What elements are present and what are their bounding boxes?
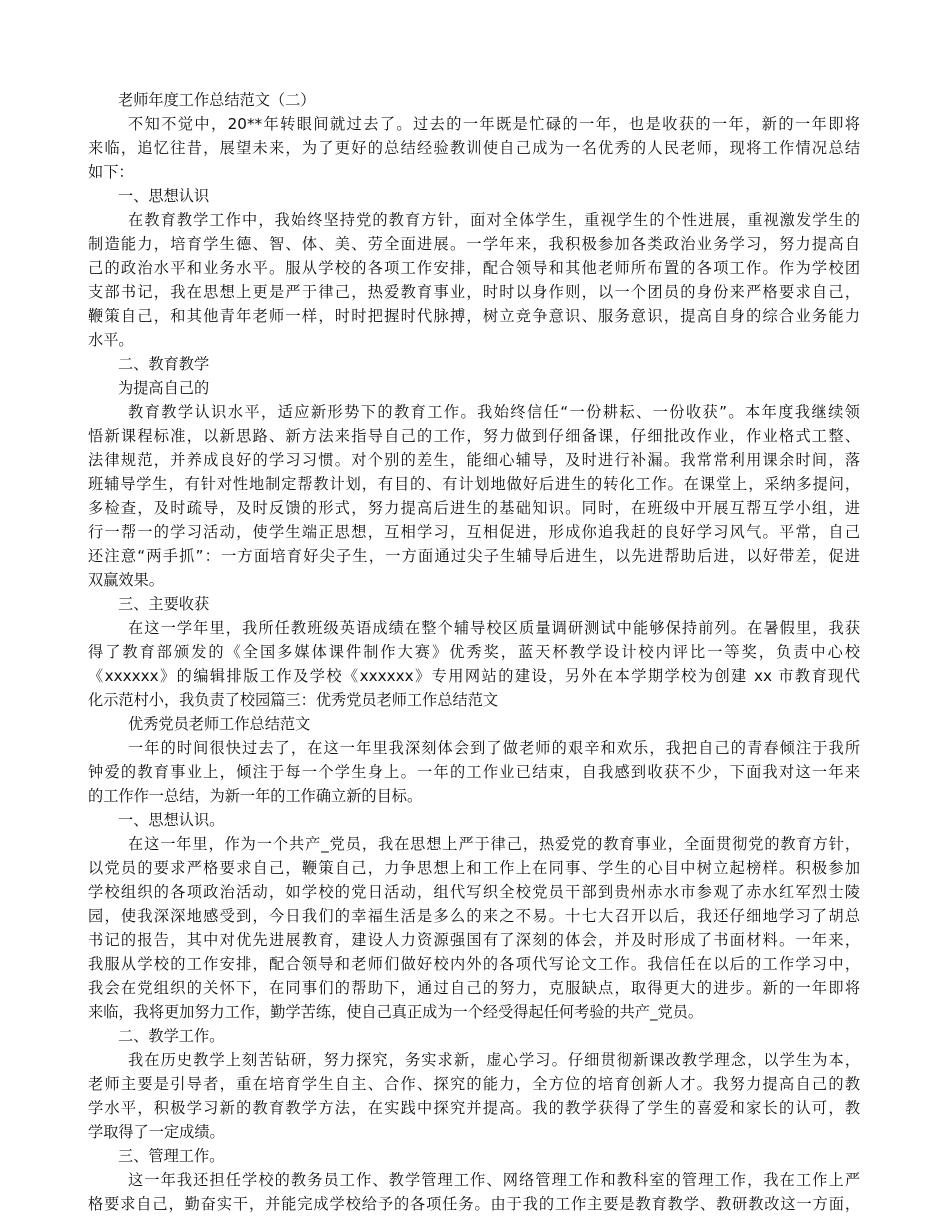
text-line: 不知不觉中，20**年转眼间就过去了。过去的一年既是忙碌的一年，也是收获的一年，新的一年即将 xyxy=(128,115,860,133)
text-line: 这一年我还担任学校的教务员工作、教学管理工作、网络管理工作和教科室的管理工作，我在工作上严 xyxy=(128,1171,860,1189)
text-line: 的工作作一总结，为新一年的工作确立新的目标。 xyxy=(88,787,423,805)
text-line: 学水平，积极学习新的教育教学方法，在实践中探究并提高。我的教学获得了学生的喜爱和家长的认可，教 xyxy=(88,1099,860,1117)
text-line: 老师主要是引导者，重在培育学生自主、合作、探究的能力，全方位的培育创新人才。我努力提高自己的教 xyxy=(88,1075,860,1093)
text-line: 我服从学校的工作安排，配合领导和老师们做好校内外的各项代写论文工作。我信任在以后的工作学习中， xyxy=(88,955,860,973)
text-line: 格要求自己，勤奋实干，并能完成学校给予的各项任务。由于我的工作主要是教育教学、教研教改这一方面， xyxy=(88,1195,860,1213)
text-line: 来临，我将更加努力工作，勤学苦练，使自己真正成为一个经受得起任何考验的共产_党员。 xyxy=(88,1003,704,1021)
text-line: 以党员的要求严格要求自己，鞭策自己，力争思想上和工作上在同事、学生的心目中树立起榜样。积极参加 xyxy=(88,859,860,877)
text-line: 班辅导学生，有针对性地制定帮教计划，有目的、有计划地做好后进生的转化工作。在课堂上，采纳多提问， xyxy=(88,475,860,493)
text-line: 三、主要收获 xyxy=(118,595,210,613)
text-line: 在这一年里，作为一个共产_党员，我在思想上严于律己，热爱党的教育事业，全面贯彻党的教育方针， xyxy=(128,835,860,853)
text-line: 法律规范，并养成良好的学习习惯。对个别的差生，能细心辅导，及时进行补漏。我常常利用课余时间，落 xyxy=(88,451,860,469)
text-line: 行一帮一的学习活动，使学生端正思想，互相学习，互相促进，形成你追我赶的良好学习风气。平常，自己 xyxy=(88,523,860,541)
text-line: 双赢效果。 xyxy=(88,571,164,589)
text-line: 为提高自己的 xyxy=(118,379,210,397)
text-line: 学校组织的各项政治活动，如学校的党日活动，组代写织全校党员干部到贵州赤水市参观了赤水红军烈士陵 xyxy=(88,883,860,901)
text-line: 如下： xyxy=(88,163,134,181)
text-line: 在这一学年里，我所任教班级英语成绩在整个辅导校区质量调研测试中能够保持前列。在暑假里，我获 xyxy=(128,619,860,637)
text-line: 园，使我深深地感受到，今日我们的幸福生活是多么的来之不易。十七大召开以后，我还仔细地学习了胡总 xyxy=(88,907,860,925)
text-line: 优秀党员老师工作总结范文 xyxy=(128,715,311,733)
document-body xyxy=(88,88,860,1216)
text-line: 悟新课程标准，以新思路、新方法来指导自己的工作，努力做到仔细备课，仔细批改作业，作业格式工整、 xyxy=(88,427,860,445)
text-line: 己的政治水平和业务水平。服从学校的各项工作安排，配合领导和其他老师所布置的各项工作。作为学校团 xyxy=(88,259,860,277)
text-line: 来临，追忆往昔，展望未来，为了更好的总结经验教训使自己成为一名优秀的人民老师，现将工作情况总结 xyxy=(88,139,860,157)
text-line: 化示范村小，我负责了校园篇三：优秀党员老师工作总结范文 xyxy=(88,691,499,709)
text-line: 钟爱的教育事业上，倾注于每一个学生身上。一年的工作业已结束，自我感到收获不少，下面我对这一年来 xyxy=(88,763,860,781)
text-line: 学取得了一定成绩。 xyxy=(88,1123,225,1141)
text-line: 还注意“两手抓”：一方面培育好尖子生，一方面通过尖子生辅导后进生，以先进帮助后进，以好带差，促进 xyxy=(88,547,860,565)
text-line: 水平。 xyxy=(88,331,134,349)
text-line: 二、教育教学 xyxy=(118,355,210,373)
text-line: 《xxxxxx》的编辑排版工作及学校《xxxxxx》专用网站的建设，另外在本学期学校为创建 xx 市教育现代 xyxy=(88,667,860,685)
text-line: 我在历史教学上刻苦钻研，努力探究，务实求新，虚心学习。仔细贯彻新课改教学理念，以学生为本， xyxy=(128,1051,860,1069)
text-line: 三、管理工作。 xyxy=(118,1147,225,1165)
text-line: 在教育教学工作中，我始终坚持党的教育方针，面对全体学生，重视学生的个性进展，重视激发学生的 xyxy=(128,211,860,229)
text-line: 一、思想认识 xyxy=(118,187,210,205)
text-line: 我会在党组织的关怀下，在同事们的帮助下，通过自己的努力，克服缺点，取得更大的进步。新的一年即将 xyxy=(88,979,860,997)
text-line: 制造能力，培育学生德、智、体、美、劳全面进展。一学年来，我积极参加各类政治业务学习，努力提高自 xyxy=(88,235,860,253)
text-line: 二、教学工作。 xyxy=(118,1027,225,1045)
text-line: 得了教育部颁发的《全国多媒体课件制作大赛》优秀奖，蓝天杯教学设计校内评比一等奖，负责中心校 xyxy=(88,643,860,661)
text-line: 教育教学认识水平，适应新形势下的教育工作。我始终信任“一份耕耘、一份收获”。本年度我继续领 xyxy=(128,403,860,421)
text-line: 鞭策自己，和其他青年老师一样，时时把握时代脉搏，树立竞争意识、服务意识，提高自身的综合业务能力 xyxy=(88,307,860,325)
text-line: 支部书记，我在思想上更是严于律己，热爱教育事业，时时以身作则，以一个团员的身份来严格要求自己， xyxy=(88,283,860,301)
text-line: 多检查，及时疏导，及时反馈的形式，努力提高后进生的基础知识。同时，在班级中开展互帮互学小组，进 xyxy=(88,499,860,517)
text-line: 一年的时间很快过去了，在这一年里我深刻体会到了做老师的艰辛和欢乐，我把自己的青春倾注于我所 xyxy=(128,739,860,757)
text-line: 书记的报告，其中对优先进展教育，建设人力资源强国有了深刻的体会，并及时形成了书面材料。一年来， xyxy=(88,931,860,949)
text-line: 一、思想认识。 xyxy=(118,811,225,829)
text-line: 老师年度工作总结范文（二） xyxy=(118,91,316,109)
